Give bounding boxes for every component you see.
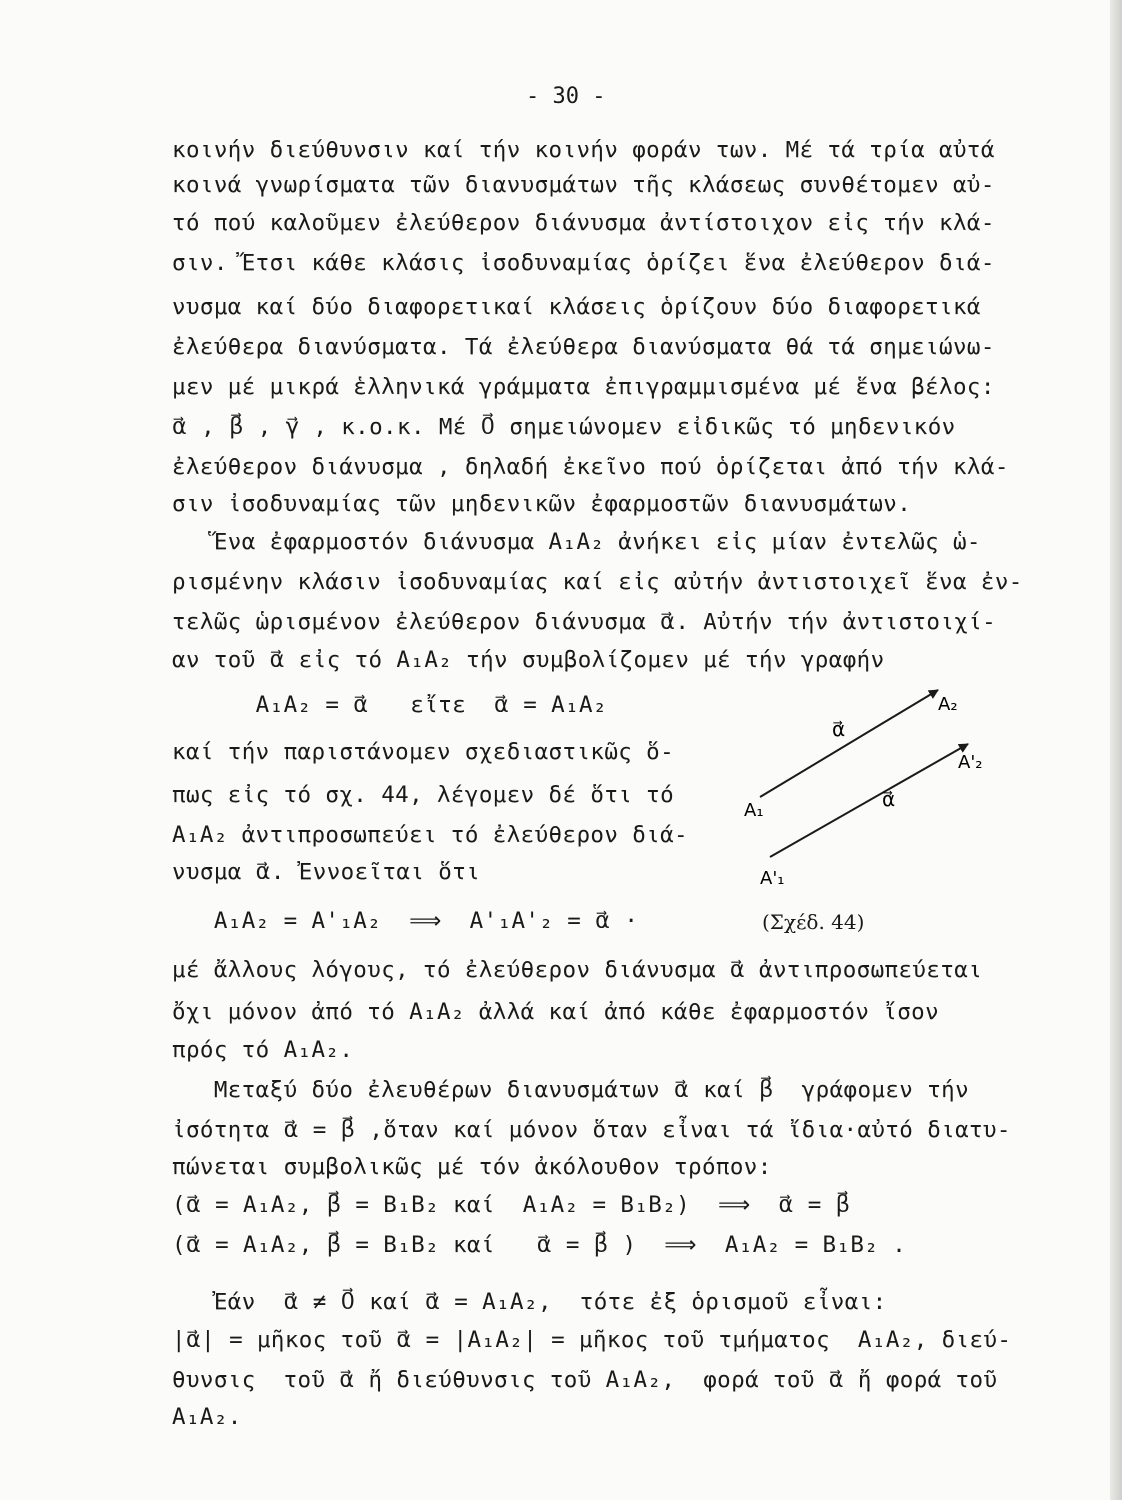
- page-edge-shadow: [1110, 0, 1122, 1500]
- text-line: σιν. Ἔτσι κάθε κλάσις ἰσοδυναμίας ὁρίζει ἕνα ἐλεύθερον διά-: [172, 250, 995, 276]
- label-a2: A₂: [938, 694, 958, 715]
- text-line: ἐλεύθερα διανύσματα. Τά ἐλεύθερα διανύσματα θά τά σημειώνω-: [172, 334, 995, 360]
- vector-a1a2-line: [760, 690, 938, 797]
- text-line: κοινά γνωρίσματα τῶν διανυσμάτων τῆς κλάσεως συνθέτομεν αὐ-: [172, 172, 995, 198]
- text-line: αν τοῦ α⃗ εἰς τό A₁A₂ τήν συμβολίζομεν μέ τήν γραφήν: [172, 647, 885, 673]
- text-line: νυσμα α⃗. Ἐννοεῖται ὅτι: [172, 859, 481, 885]
- text-line: πώνεται συμβολικῶς μέ τόν ἀκόλουθον τρόπον:: [172, 1154, 772, 1180]
- text-line: (α⃗ = A₁A₂, β⃗ = B₁B₂ καί A₁A₂ = B₁B₂) ⟹ α⃗ = β⃗: [172, 1192, 851, 1218]
- text-line: ὄχι μόνον ἀπό τό A₁A₂ ἀλλά καί ἀπό κάθε ἐφαρμοστόν ἴσον: [172, 999, 940, 1025]
- text-line: α⃗ , β⃗ , γ⃗ , κ.ο.κ. Μέ 0⃗ σημειώνομεν εἰδικῶς τό μηδενικόν: [172, 414, 956, 440]
- text-line: Ἐάν α⃗ ≠ 0⃗ καί α⃗ = A₁A₂, τότε ἐξ ὁρισμοῦ εἶναι:: [172, 1289, 887, 1315]
- text-line: |α⃗| = μῆκος τοῦ α⃗ = |A₁A₂| = μῆκος τοῦ τμήματος A₁A₂, διεύ-: [172, 1327, 1012, 1353]
- text-line: ἰσότητα α⃗ = β⃗ ,ὅταν καί μόνον ὅταν εἶναι τά ἴδια·αὐτό διατυ-: [172, 1117, 1011, 1143]
- text-line: νυσμα καί δύο διαφορετικαί κλάσεις ὁρίζουν δύο διαφορετικά: [172, 294, 981, 320]
- text-line: πως εἰς τό σχ. 44, λέγομεν δέ ὅτι τό: [172, 782, 675, 808]
- label-alpha-top: α⃗: [832, 717, 846, 741]
- label-a2-prime: A'₂: [958, 752, 983, 773]
- text-line: πρός τό A₁A₂.: [172, 1037, 354, 1063]
- text-line: θυνσις τοῦ α⃗ ἤ διεύθυνσις τοῦ A₁A₂, φορά τοῦ α⃗ ἤ φορά τοῦ: [172, 1367, 998, 1393]
- text-line: καί τήν παριστάνομεν σχεδιαστικῶς ὅ-: [172, 739, 675, 765]
- text-line: σιν ἰσοδυναμίας τῶν μηδενικῶν ἐφαρμοστῶν διανυσμάτων.: [172, 491, 912, 517]
- text-line: μέ ἄλλους λόγους, τό ἐλεύθερον διάνυσμα α⃗ ἀντιπροσωπεύεται: [172, 957, 983, 983]
- figure-44: [740, 680, 1000, 890]
- vector-a1pa2p-line: [770, 744, 968, 857]
- page-number: - 30 -: [526, 84, 606, 109]
- text-line: Μεταξύ δύο ἐλευθέρων διανυσμάτων α⃗ καί β⃗ γράφομεν τήν: [172, 1077, 970, 1103]
- text-line: ἐλεύθερον διάνυσμα , δηλαδή ἐκεῖνο πού ὁρίζεται ἀπό τήν κλά-: [172, 454, 1009, 480]
- text-line: (α⃗ = A₁A₂, β⃗ = B₁B₂ καί α⃗ = β⃗ ) ⟹ A₁A₂ = B₁B₂ .: [172, 1232, 907, 1258]
- text-line: κοινήν διεύθυνσιν καί τήν κοινήν φοράν των. Μέ τά τρία αὐτά: [172, 137, 995, 163]
- figure-caption: (Σχέδ. 44): [762, 910, 865, 934]
- text-line: A₁A₂ ἀντιπροσωπεύει τό ἐλεύθερον διά-: [172, 822, 689, 848]
- text-line: ρισμένην κλάσιν ἰσοδυναμίας καί εἰς αὐτήν ἀντιστοιχεῖ ἕνα ἐν-: [172, 569, 1023, 595]
- text-line: A₁A₂ = α⃗ εἴτε α⃗ = A₁A₂: [172, 692, 607, 718]
- label-alpha-bottom: α⃗: [882, 787, 896, 811]
- text-line: Ἕνα ἐφαρμοστόν διάνυσμα A₁A₂ ἀνήκει εἰς μίαν ἐντελῶς ὡ-: [172, 529, 981, 555]
- text-line: τό πού καλοῦμεν ἐλεύθερον διάνυσμα ἀντίστοιχον εἰς τήν κλά-: [172, 210, 995, 236]
- text-line: A₁A₂ = A'₁A₂ ⟹ A'₁A'₂ = α⃗ ·: [172, 908, 639, 934]
- text-line: μεν μέ μικρά ἑλληνικά γράμματα ἐπιγραμμισμένα μέ ἕνα βέλος:: [172, 374, 995, 400]
- label-a1-prime: A'₁: [760, 868, 785, 889]
- label-a1: A₁: [744, 800, 764, 821]
- text-line: A₁A₂.: [172, 1404, 242, 1430]
- text-line: τελῶς ὡρισμένον ἐλεύθερον διάνυσμα α⃗. Αὐτήν τήν ἀντιστοιχί-: [172, 609, 997, 635]
